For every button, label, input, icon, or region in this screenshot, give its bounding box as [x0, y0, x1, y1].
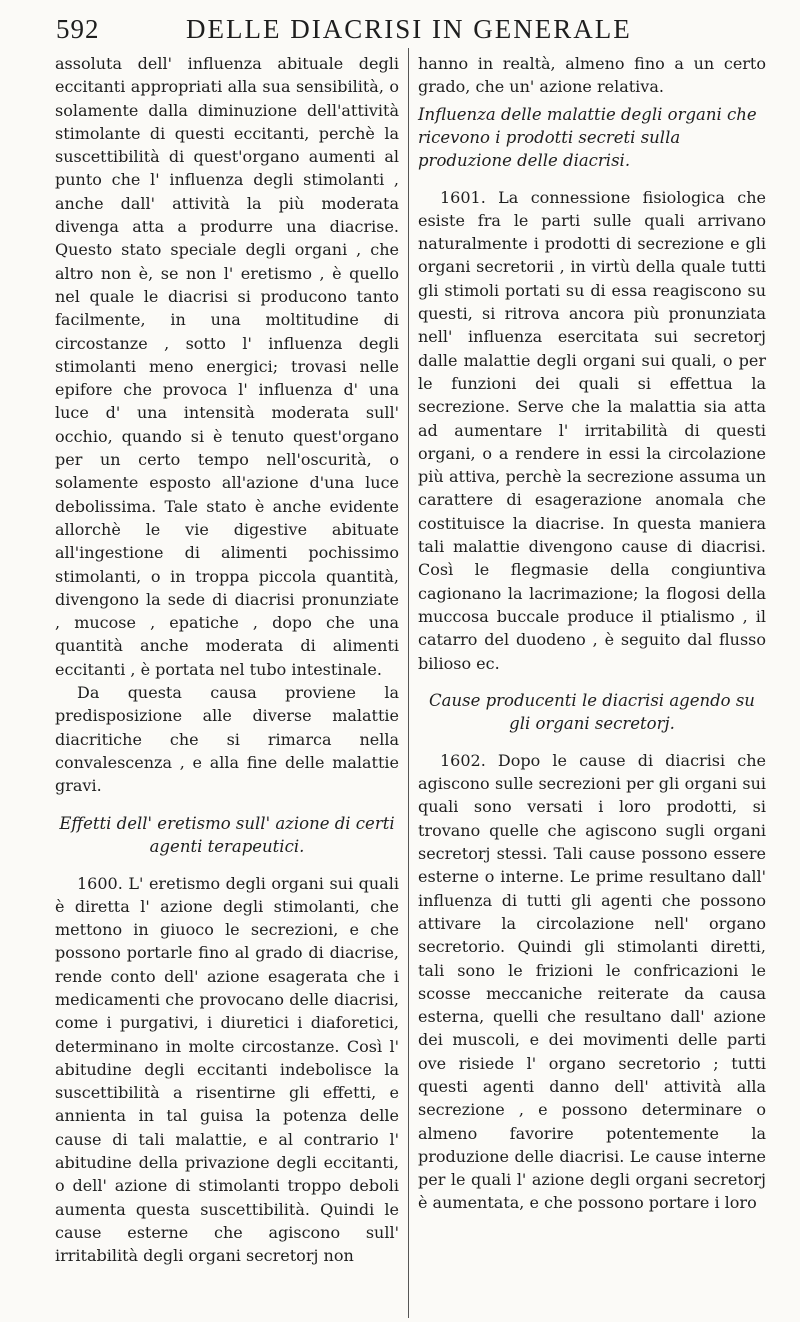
- paragraph-1601: 1601. La connessione fisiologica che esiste fra le parti sulle quali arrivano naturalmente i prodotti di secrezione e gli organi secretorii , in virtù della quale tutti gli stimoli portati su di essa reagiscono su questi, si ritrova ancora più pronunziata nell' influenza esercitata sui secretorj dalle malattie degli organi sui quali, o per le funzioni dei quali si effettua la secrezione. Serve che la malattia sia atta ad aumentare l' irritabilità di questi organi, o a rendere in essi la circolazione più attiva, perchè la secrezione assuma un carattere di esagerazione anomala che costituisce la diacrise. In questa maniera tali malattie divengono cause di diacrisi. Così le flegmasie della congiuntiva cagionano la lacrimazione; la flogosi della muccosa buccale produce il ptialismo , il catarro del duodeno , è seguito dal flusso bilioso ec.: [418, 187, 766, 673]
- paragraph-predisposition: Da questa causa proviene la predisposizione alle diverse malattie diacritiche che si rimarca nella convalescenza , e alla fine delle malattie gravi.: [55, 683, 399, 796]
- paragraph-1602: 1602. Dopo le cause di diacrisi che agiscono sulle secrezioni per gli organi sui quali sono versati i loro prodotti, si trovano quelle che agiscono sugli organi secretorj stessi. Tali cause possono essere esterne o interne. Le prime resultano dall' influenza di tutti gli agenti che possono attivare la circolazione nell' organo secretorio. Quindi gli stimolanti diretti, tali sono le frizioni le confricazioni le scosse meccaniche reiterate da causa esterna, quelli che resultano dall' azione dei muscoli, e dei movimenti delle parti ove risiede l' organo secretorio ; tutti questi agenti danno dell' attività alla secrezione , e possono determinare o almeno favorire potentemente la produzione delle diacrisi. Le cause interne per le quali l' azione degli organi secretorj è aumentata, e che possono portare i loro: [418, 750, 766, 1213]
- paragraph-continued: assoluta dell' influenza abituale degli eccitanti appropriati alla sua sensibilità, o solamente dalla diminuzione dell'attività stimolante di questi eccitanti, perchè la suscettibilità di quest'organo aumenti al punto che l' influenza degli stimolanti , anche dall' attività la più moderata divenga atta a produrre una diacrise. Questo stato speciale degli organi , che altro non è, se non l' eretismo , è quello nel quale le diacrisi si producono tanto facilmente, in una moltitudine di circostanze , sotto l' influenza degli stimolanti meno energici; trovasi nelle epifore che provoca l' influenza d' una luce d' una intensità moderata sull' occhio, quando si è tenuto quest'organo per un certo tempo nell'oscurità, o solamente esposto all'azione d'una luce debolissima. Tale stato è anche evidente allorchè le vie digestive abituate all'ingestione di alimenti pochissimo stimolanti, o in troppa piccola quantità, divengono la sede di diacrisi pronunziate , mucose , epatiche , dopo che una quantità anche moderata di alimenti eccitanti , è portata nel tubo intestinale.: [55, 54, 399, 679]
- right-column: [418, 52, 766, 1215]
- left-column: [55, 52, 399, 1268]
- section-heading-influenza: Influenza delle malattie degli organi che ricevono i prodotti secreti sulla produzione delle diacrisi.: [418, 104, 757, 170]
- page-number: 592: [56, 14, 100, 44]
- page-header: [56, 14, 744, 48]
- section-heading-cause: Cause producenti le diacrisi agendo su gli organi secretorj.: [429, 690, 755, 733]
- paragraph-1600: 1600. L' eretismo degli organi sui quali è diretta l' azione degli stimolanti, che mettono in giuoco le secrezioni, e che possono portarle fino al grado di diacrise, rende conto dell' azione esagerata che i medicamenti che provocano delle diacrisi, come i purgativi, i diuretici i diaforetici, determinano in molte circostanze. Così l' abitudine degli eccitanti indebolisce la suscettibilità a risentirne gli effetti, e annienta in tal guisa la potenza delle cause di tali malattie, e al contrario l' abitudine della privazione degli eccitanti, o dell' azione di stimolanti troppo deboli aumenta questa suscettibilità. Quindi le cause esterne che agiscono sull' irritabilità degli organi secretorj non: [55, 873, 399, 1266]
- column-divider: [408, 48, 409, 1318]
- running-title: DELLE DIACRISI IN GENERALE: [186, 14, 632, 44]
- paragraph-continued-right: hanno in realtà, almeno fino a un certo grado, che un' azione relativa.: [418, 54, 766, 97]
- section-heading-eretismo: Effetti dell' eretismo sull' azione di certi agenti terapeutici.: [59, 813, 395, 856]
